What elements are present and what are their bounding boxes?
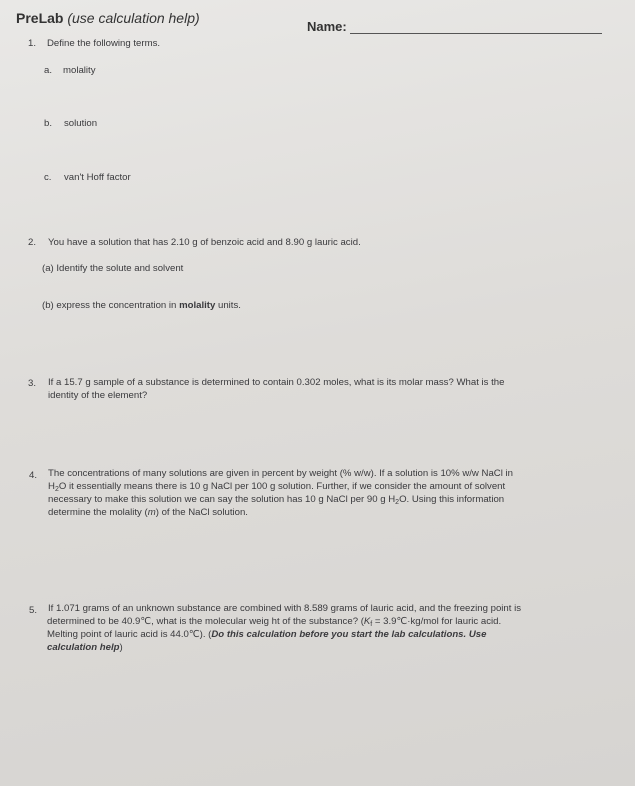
q5-line-2-post: = 3.9℃·kg/mol for lauric acid. (372, 616, 502, 627)
q4-line-3-sub: 2 (395, 499, 400, 506)
q5-line-4 (47, 642, 123, 655)
name-label: Name: (307, 19, 347, 34)
q2-part-b-bold: molality (179, 300, 216, 311)
q2-part-a: (a) Identify the solute and solvent (42, 263, 184, 274)
q4-line-3-pre: necessary to make this solution we can say the solution has 10 g NaCl per 90 g H (48, 494, 396, 505)
q5-line-2 (47, 616, 501, 629)
title-main: PreLab (16, 10, 64, 26)
q5-line-3 (47, 629, 486, 642)
q4-line-4 (48, 507, 248, 520)
q4-line-2 (48, 481, 505, 494)
q4-line-4-pre: determine the molality ( (48, 507, 148, 518)
q5-line-2-ksub: f (370, 621, 373, 628)
q1-item-c-letter: c. (44, 172, 52, 183)
q4-line-3-post: O. Using this information (399, 494, 505, 505)
q1-text: Define the following terms. (47, 38, 161, 49)
q4-line-3 (48, 494, 504, 507)
q2-text: You have a solution that has 2.10 g of benzoic acid and 8.90 g lauric acid. (48, 237, 361, 248)
q2-number: 2. (28, 237, 37, 248)
name-field-line[interactable] (350, 33, 602, 34)
q5-line-1: If 1.071 grams of an unknown substance are combined with 8.589 grams of lauric acid, and the freezing point is (48, 603, 522, 614)
q5-number: 5. (29, 605, 38, 616)
q3-line-2: identity of the element? (48, 390, 148, 401)
q1-item-a-text: molality (63, 65, 96, 76)
q5-line-2-pre: determined to be 40.9℃, what is the molecular weig ht of the substance? ( (47, 616, 364, 627)
q5-line-3-pre: Melting point of lauric acid is 44.0℃). ( (47, 629, 212, 640)
q1-item-c-text: van't Hoff factor (64, 172, 131, 183)
q1-item-b-text: solution (64, 118, 98, 129)
q2-part-b (42, 300, 241, 313)
q5-line-3-bold: Do this calculation before you start the lab calculations. Use (211, 629, 487, 640)
q2-part-b-pre: (b) express the concentration in (42, 300, 180, 311)
q1-item-a-letter: a. (44, 65, 53, 76)
q4-number: 4. (29, 470, 38, 481)
title-note: (use calculation help) (67, 10, 200, 26)
q4-line-2-rest: O it essentially means there is 10 g NaCl per 100 g solution. Further, if we consider the amount of solvent (58, 481, 506, 492)
q1-number: 1. (28, 38, 37, 49)
q1-item-b-letter: b. (44, 118, 53, 129)
q5-line-4-bold: calculation help (47, 642, 120, 653)
q4-line-2-sub: 2 (54, 486, 59, 493)
q5-line-4-post: ) (119, 642, 123, 653)
q4-line-4-m: m (147, 507, 156, 518)
page-title (16, 10, 200, 26)
q5-line-2-k: K (363, 616, 371, 627)
q2-part-b-post: units. (215, 300, 241, 311)
q4-line-1: The concentrations of many solutions are given in percent by weight (% w/w). If a solution is 10% w/w NaCl in (48, 468, 513, 479)
q4-line-4-post: ) of the NaCl solution. (155, 507, 248, 518)
q4-line-2-h: H (48, 481, 55, 492)
q3-line-1: If a 15.7 g sample of a substance is determined to contain 0.302 moles, what is its molar mass? What is the (48, 377, 505, 388)
q3-number: 3. (28, 378, 37, 389)
